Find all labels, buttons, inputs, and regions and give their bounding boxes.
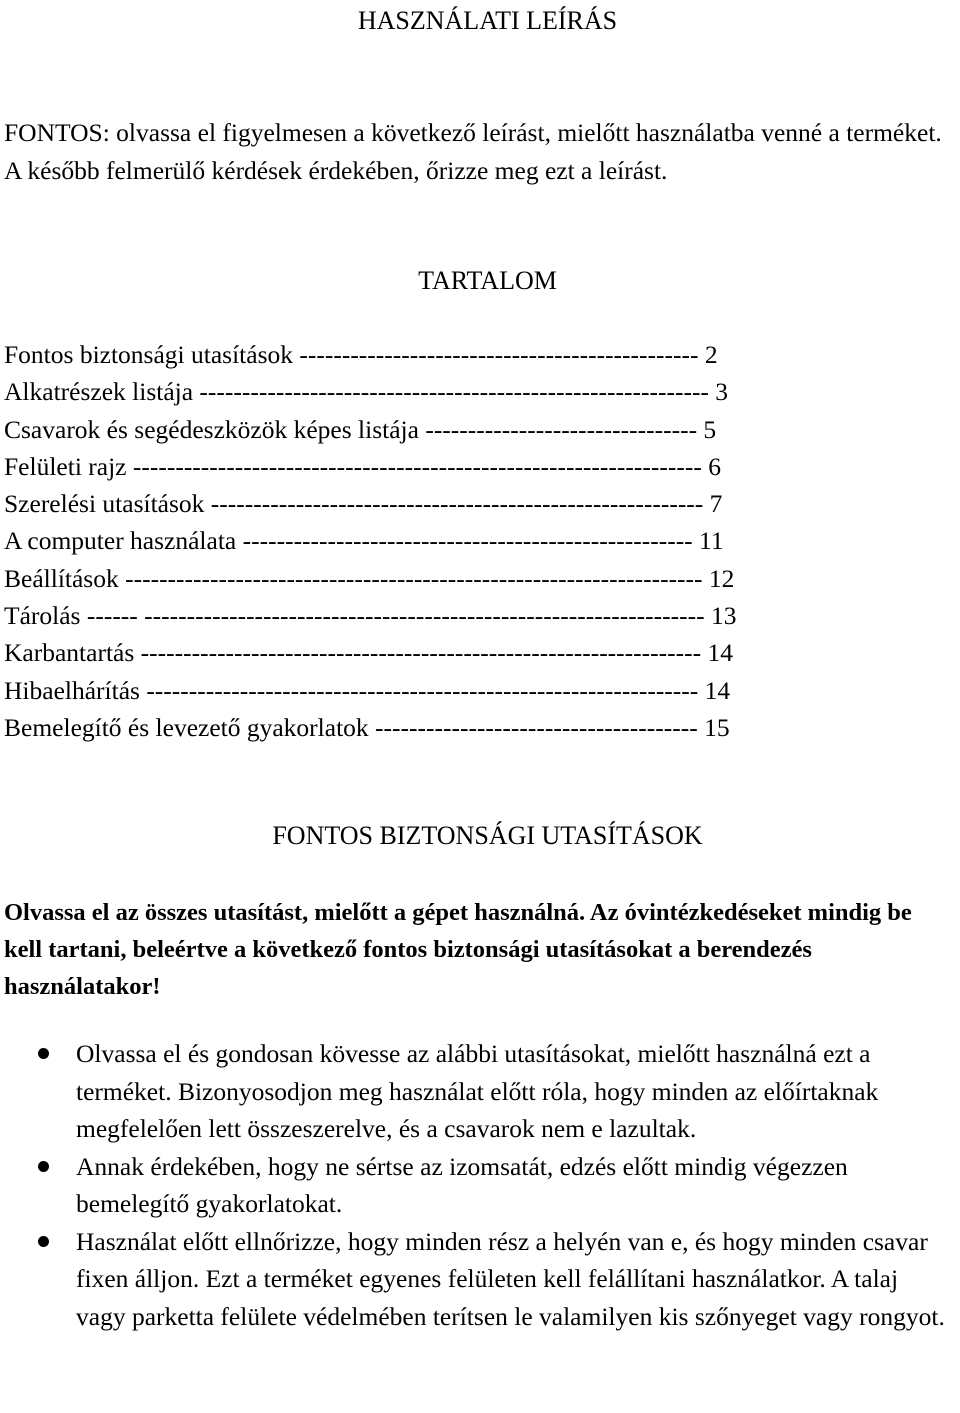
toc-entry: Hibaelhárítás ----------------------------------------------------------------- 14 <box>4 675 731 705</box>
safety-bullet-item <box>0 1223 960 1336</box>
toc-entry: Bemelegítő és levezető gyakorlatok -------------------------------------- 15 <box>4 712 730 742</box>
safety-bullet-item <box>0 1035 960 1148</box>
toc-entry: A computer használata ----------------------------------------------------- 11 <box>4 526 724 556</box>
document-title: HASZNÁLATI LEÍRÁS <box>357 6 618 35</box>
toc-title: TARTALOM <box>418 266 557 295</box>
toc-entry: Csavarok és segédeszközök képes listája -------------------------------- 5 <box>4 414 717 444</box>
bullet-icon <box>38 1161 49 1172</box>
safety-warning: Olvassa el az összes utasítást, mielőtt a gépet használná. Az óvintézkedéseket mindig be kell tartani, beleértve a következő fontos biztonsági utasításokat a berendezés használatakor! <box>4 899 912 1000</box>
intro-paragraph: FONTOS: olvassa el figyelmesen a következő leírást, mielőtt használatba venné a terméket. A később felmerülő kérdések érdekében, őrizze meg ezt a leírást. <box>4 118 942 185</box>
toc-entry: Karbantartás ------------------------------------------------------------------ 14 <box>4 638 733 668</box>
toc-entry: Felületi rajz ------------------------------------------------------------------- 6 <box>4 451 721 481</box>
safety-bullet-item <box>0 1148 960 1223</box>
bullet-icon <box>38 1236 49 1247</box>
safety-bullet-text: Annak érdekében, hogy ne sértse az izomsatát, edzés előtt mindig végezzen bemelegítő gyakorlatokat. <box>76 1151 848 1218</box>
toc-entry: Szerelési utasítások ---------------------------------------------------------- 7 <box>4 489 723 519</box>
toc-entry: Fontos biztonsági utasítások ----------------------------------------------- 2 <box>4 340 718 369</box>
safety-bullet-text: Olvassa el és gondosan kövesse az alábbi utasításokat, mielőtt használná ezt a terméket. Bizonyosodjon meg használat előtt róla, hogy minden az előírtaknak megfelelően lett összeszerelve, és a csavarok nem e lazultak. <box>76 1039 879 1143</box>
toc-entry: Alkatrészek listája ------------------------------------------------------------ 3 <box>4 377 729 407</box>
safety-bullet-text: Használat előtt ellnőrizze, hogy minden rész a helyén van e, és hogy minden csavar fixen álljon. Ezt a terméket egyenes felületen kell felállítani használatkor. A talaj vagy parketta felülete védelmében terítsen le valamilyen kis szőnyeget vagy rongyot. <box>76 1226 945 1331</box>
safety-bullet-list <box>0 1035 960 1335</box>
toc-entry: Beállítások -------------------------------------------------------------------- 12 <box>4 563 735 593</box>
toc-entry: Tárolás ------ ------------------------------------------------------------------ 13 <box>4 601 737 631</box>
bullet-icon <box>38 1048 49 1059</box>
safety-section-title: FONTOS BIZTONSÁGI UTASÍTÁSOK <box>272 821 703 850</box>
table-of-contents <box>4 336 954 746</box>
